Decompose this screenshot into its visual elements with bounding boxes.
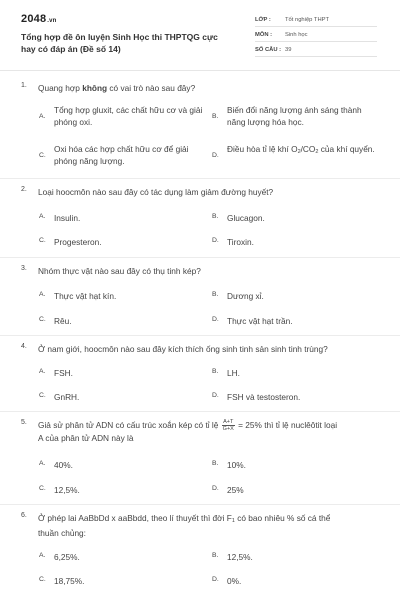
option-text: 12,5%. (227, 552, 253, 562)
question-divider (0, 178, 400, 179)
option-letter: C. (39, 237, 46, 244)
option-text: Tiroxin. (227, 237, 254, 247)
option-text: 10%. (227, 460, 246, 470)
option-letter: D. (212, 316, 219, 323)
question-number: 4. (21, 343, 27, 350)
option-text: FSH và testosteron. (227, 392, 301, 402)
question-divider (0, 411, 400, 412)
option-letter: A. (39, 213, 46, 220)
ratio-fraction: $\frac{A+T}{G+X}$ (222, 419, 234, 433)
option-letter: B. (212, 552, 219, 559)
option-letter: C. (39, 576, 46, 583)
option-text: 18,75%. (54, 576, 85, 586)
option-letter: C. (39, 152, 46, 159)
meta-key: LỚP : (255, 17, 271, 23)
question-number: 5. (21, 419, 27, 426)
option-letter: A. (39, 113, 46, 120)
site-logo[interactable] (21, 13, 57, 25)
option-text: 0%. (227, 576, 242, 586)
question-text: Giả sử phân tử ADN có cấu trúc xoắn kép có tỉ lệ $\frac{A+T}{G+X}$ = 25% thì tỉ lệ nuclêôtit loại A của phân tử ADN này là (38, 419, 338, 444)
option-text: 12,5%. (54, 485, 80, 495)
option-letter: D. (212, 152, 219, 159)
meta-row-class (255, 14, 377, 27)
header-divider (0, 70, 400, 71)
page-title: Tổng hợp đề ôn luyện Sinh Học thi THPTQG cực hay có đáp án (Đề số 14) (21, 32, 218, 54)
question-number: 1. (21, 82, 27, 89)
option-text: Glucagon. (227, 213, 265, 223)
option-letter: C. (39, 485, 46, 492)
option-text: 25% (227, 485, 244, 495)
option-text: Oxi hóa các hợp chất hữu cơ để giải phóng năng lượng. (54, 144, 189, 166)
option-text: Insulin. (54, 213, 81, 223)
meta-value: Sinh học (285, 32, 308, 38)
question-text: Quang hợp không có vai trò nào sau đây? (38, 83, 196, 93)
option-text: FSH. (54, 368, 73, 378)
option-letter: B. (212, 213, 219, 220)
option-letter: A. (39, 368, 46, 375)
option-text: Điều hòa tỉ lệ khí $O_2/CO_2$ của khí quyển. (227, 144, 375, 155)
question-number: 6. (21, 512, 27, 519)
option-letter: B. (212, 291, 219, 298)
meta-row-subject (255, 29, 377, 42)
option-text: Thực vật hạt kín. (54, 291, 117, 301)
option-letter: B. (212, 368, 219, 375)
option-text: 40%. (54, 460, 73, 470)
logo-text: 2048 (21, 13, 47, 25)
option-letter: C. (39, 316, 46, 323)
option-text: Biến đổi năng lượng ánh sáng thành năng lượng hóa học. (227, 105, 362, 127)
question-text: Ở phép lai AaBbDd x aaBbdd, theo lí thuyết thì đời $F_1$ có bao nhiêu % số cá thể thuần chủng: (38, 513, 331, 538)
meta-key: SỐ CÂU : (255, 47, 282, 53)
meta-value: 39 (285, 47, 292, 53)
option-text: LH. (227, 368, 240, 378)
meta-key: MÔN : (255, 32, 273, 38)
option-letter: D. (212, 237, 219, 244)
question-divider (0, 504, 400, 505)
option-text: 6,25%. (54, 552, 80, 562)
option-letter: D. (212, 485, 219, 492)
option-text: Dương xỉ. (227, 291, 264, 301)
option-letter: A. (39, 291, 46, 298)
question-divider (0, 257, 400, 258)
option-text: Tổng hợp gluxit, các chất hữu cơ và giải phóng oxi. (54, 105, 203, 127)
question-number: 2. (21, 186, 27, 193)
logo-suffix: .vn (47, 18, 57, 24)
question-number: 3. (21, 265, 27, 272)
option-letter: D. (212, 392, 219, 399)
option-letter: C. (39, 392, 46, 399)
option-letter: A. (39, 460, 46, 467)
option-text: GnRH. (54, 392, 80, 402)
question-divider (0, 335, 400, 336)
option-text: Rêu. (54, 316, 72, 326)
meta-row-count (255, 44, 377, 57)
question-text: Nhóm thực vật nào sau đây có thụ tinh kép? (38, 266, 201, 276)
meta-value: Tốt nghiệp THPT (285, 17, 330, 23)
question-text: Loại hoocmôn nào sau đây có tác dụng làm giảm đường huyết? (38, 187, 274, 197)
option-letter: B. (212, 460, 219, 467)
option-text: Progesteron. (54, 237, 102, 247)
question-text: Ở nam giới, hoocmôn nào sau đây kích thích ống sinh tinh sản sinh tinh trùng? (38, 344, 328, 354)
option-letter: B. (212, 113, 219, 120)
option-text: Thực vật hạt trần. (227, 316, 293, 326)
option-letter: A. (39, 552, 46, 559)
option-letter: D. (212, 576, 219, 583)
